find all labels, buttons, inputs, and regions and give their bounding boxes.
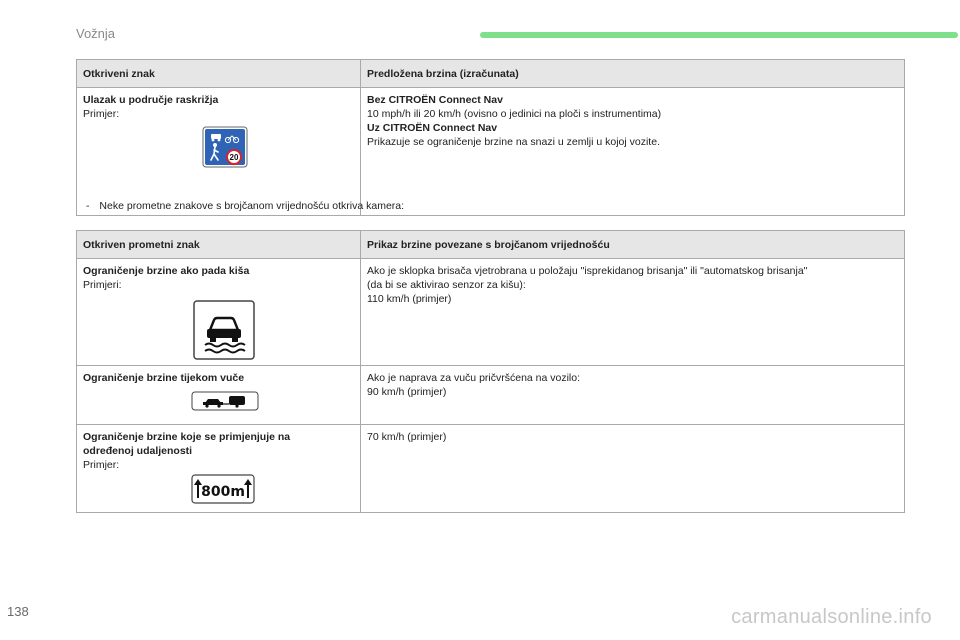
paragraph-text: 10 mph/h ili 20 km/h (ovisno o jedinici na ploči s instrumentima) <box>367 108 662 120</box>
column-header: Otkriven prometni znak <box>77 231 361 259</box>
row-title: Ograničenje brzine ako pada kiša <box>83 265 250 277</box>
distance-text: 800m <box>201 484 245 500</box>
bullet-item <box>86 200 404 212</box>
intersection-zone-sign-icon <box>202 126 248 168</box>
row-title: Ograničenje brzine koje se primjenjuje na <box>83 431 291 443</box>
column-header: Predložena brzina (izračunata) <box>361 60 905 88</box>
table-cell <box>77 366 361 425</box>
row-title: određenoj udaljenosti <box>83 445 193 457</box>
example-label: Primjeri: <box>83 279 122 291</box>
page-number: 138 <box>7 604 29 619</box>
table-row <box>77 259 905 366</box>
column-header: Prikaz brzine povezane s brojčanom vrijednošću <box>361 231 905 259</box>
table-cell <box>77 259 361 366</box>
paragraph-heading: Bez CITROËN Connect Nav <box>367 94 503 106</box>
paragraph-text: 110 km/h (primjer) <box>367 293 452 305</box>
camera-sign-table <box>76 230 905 513</box>
table-cell <box>361 88 905 216</box>
paragraph-text: Ako je sklopka brisača vjetrobrana u položaju "isprekidanog brisanja" ili "automatskog brisanja" <box>367 265 808 277</box>
table-header-row <box>77 231 905 259</box>
distance-speed-limit-sign-icon <box>191 474 255 504</box>
table-row <box>77 425 905 513</box>
watermark: carmanualsonline.info <box>731 606 932 628</box>
bullet-mark: - <box>86 200 90 212</box>
bullet-text: Neke prometne znakove s brojčanom vrijednošću otkriva kamera: <box>99 200 405 212</box>
table-row <box>77 366 905 425</box>
detected-sign-table <box>76 59 905 216</box>
speed-number: 20 <box>229 153 239 162</box>
table-cell <box>361 366 905 425</box>
example-label: Primjer: <box>83 459 120 471</box>
paragraph-text: Ako je naprava za vuču pričvršćena na vozilo: <box>367 372 581 384</box>
table-cell <box>77 425 361 513</box>
section-title: Vožnja <box>76 26 116 41</box>
example-label: Primjer: <box>83 108 120 120</box>
section-accent-bar <box>480 32 958 38</box>
paragraph-heading: Uz CITROËN Connect Nav <box>367 122 498 134</box>
table-row <box>77 88 905 216</box>
paragraph-text: 90 km/h (primjer) <box>367 386 447 398</box>
towing-speed-limit-sign-icon <box>191 391 259 411</box>
paragraph-text: (da bi se aktivirao senzor za kišu): <box>367 279 526 291</box>
table-header-row <box>77 60 905 88</box>
column-header: Otkriveni znak <box>77 60 361 88</box>
table-cell <box>77 88 361 216</box>
table-cell <box>361 259 905 366</box>
row-title: Ulazak u područje raskrižja <box>83 94 219 106</box>
paragraph-text: 70 km/h (primjer) <box>367 431 447 443</box>
row-title: Ograničenje brzine tijekom vuče <box>83 372 245 384</box>
rain-speed-limit-sign-icon <box>193 300 255 360</box>
table-cell <box>361 425 905 513</box>
paragraph-text: Prikazuje se ograničenje brzine na snazi u zemlji u kojoj vozite. <box>367 136 660 148</box>
